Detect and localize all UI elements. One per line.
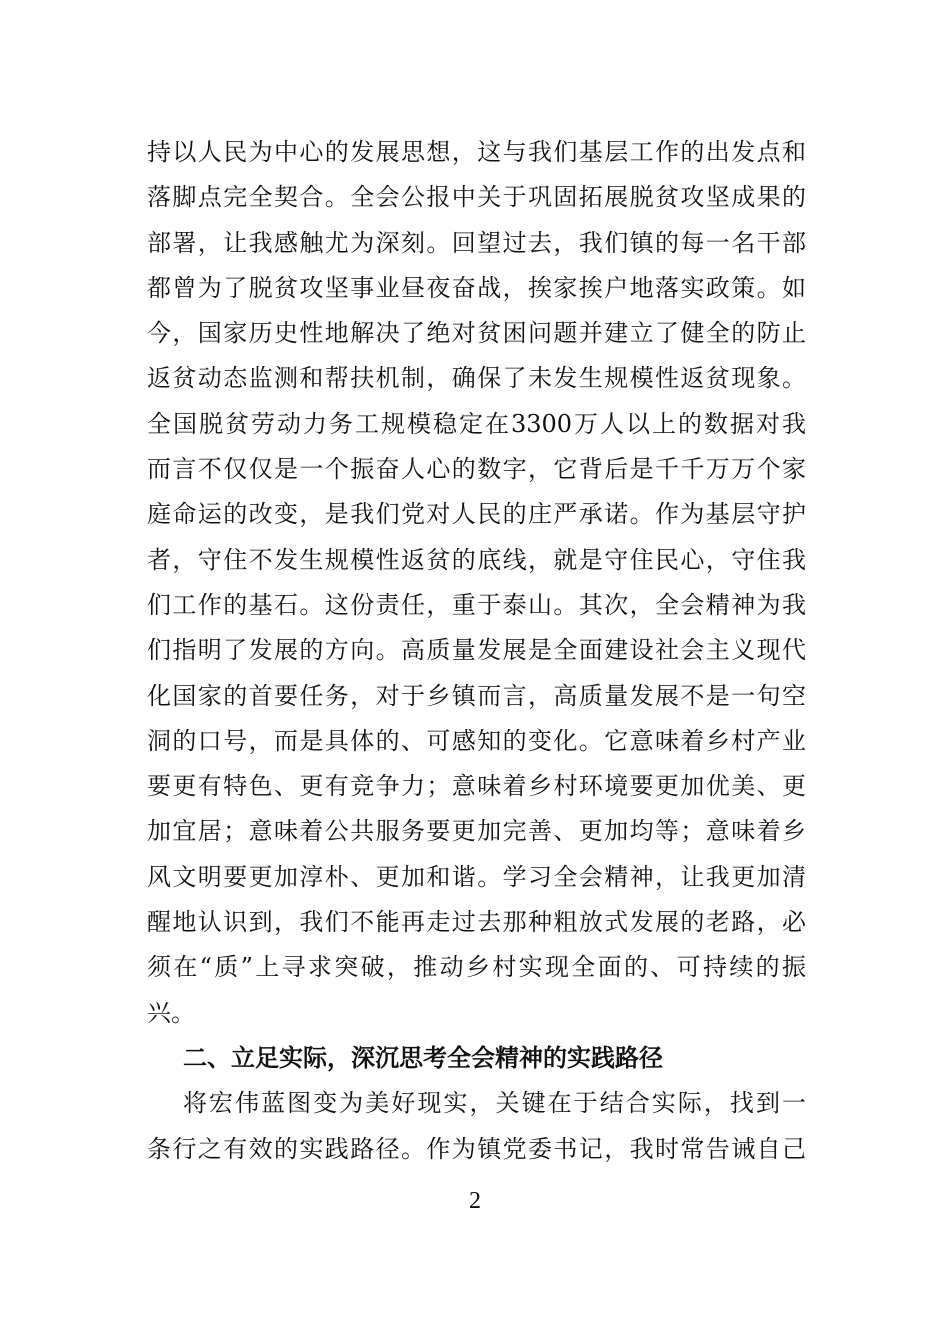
paragraph-line: 们工作的基石。这份责任，重于泰山。其次，全会精神为我 [147, 590, 806, 619]
paragraph-line: 将宏伟蓝图变为美好现实，关键在于结合实际，找到一 [183, 1089, 806, 1118]
paragraph-line: 而言不仅仅是一个振奋人心的数字，它背后是千千万万个家 [147, 455, 806, 484]
paragraph-line: 风文明要更加淳朴、更加和谐。学习全会精神，让我更加清 [147, 862, 806, 891]
paragraph-line: 庭命运的改变，是我们党对人民的庄严承诺。作为基层守护 [147, 500, 806, 529]
paragraph-line: 返贫动态监测和帮扶机制，确保了未发生规模性返贫现象。 [147, 364, 806, 393]
paragraph-line: 们指明了发展的方向。高质量发展是全面建设社会主义现代 [147, 636, 806, 665]
paragraph-line: 化国家的首要任务，对于乡镇而言，高质量发展不是一句空 [147, 681, 806, 710]
paragraph-line: 持以人民为中心的发展思想，这与我们基层工作的出发点和 [147, 138, 806, 166]
paragraph-line: 醒地认识到，我们不能再走过去那种粗放式发展的老路，必 [147, 908, 806, 937]
section-heading: 二、立足实际，深沉思考全会精神的实践路径 [183, 1043, 663, 1072]
paragraph-line: 者，守住不发生规模性返贫的底线，就是守住民心，守住我 [147, 545, 806, 574]
paragraph-line: 兴。 [147, 998, 195, 1027]
paragraph-line: 全国脱贫劳动力务工规模稳定在3300万人以上的数据对我 [147, 409, 806, 438]
paragraph-line: 洞的口号，而是具体的、可感知的变化。它意味着乡村产业 [147, 726, 806, 755]
paragraph-line: 今，国家历史性地解决了绝对贫困问题并建立了健全的防止 [147, 319, 806, 348]
paragraph-line: 须在“质”上寻求突破，推动乡村实现全面的、可持续的振 [147, 953, 806, 982]
paragraph-line: 落脚点完全契合。全会公报中关于巩固拓展脱贫攻坚成果的 [147, 183, 806, 212]
paragraph-line: 都曾为了脱贫攻坚事业昼夜奋战，挨家挨户地落实政策。如 [147, 273, 806, 302]
paragraph-line: 加宜居；意味着公共服务要更加完善、更加均等；意味着乡 [147, 817, 806, 846]
document-body [147, 130, 806, 1172]
paragraph-line: 要更有特色、更有竞争力；意味着乡村环境要更加优美、更 [147, 772, 806, 801]
paragraph-line: 部署，让我感触尤为深刻。回望过去，我们镇的每一名干部 [147, 228, 806, 257]
page-number: 2 [469, 1188, 481, 1214]
paragraph-line: 条行之有效的实践路径。作为镇党委书记，我时常告诫自己 [147, 1134, 806, 1163]
